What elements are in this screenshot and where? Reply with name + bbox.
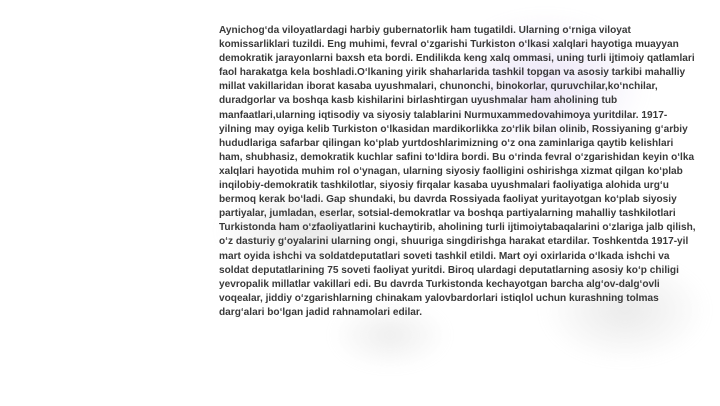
body-paragraph: Aynichog‘da viloyatlardagi harbiy gubernatorlik ham tugatildi. Ularning o‘rniga viloyat komissarliklari tuzildi. Eng muhimi, fevral o‘zgarishi Turkiston o‘lkasi xalqlari hayotiga muayyan demokratik jarayonlarni baxsh eta bordi. Endilikda keng xalq ommasi, uning turli ijtimoiy qatlamlari faol harakatga kela boshladi.O‘lkaning yirik shaharlarida tashkil topgan va asosiy tarkibi mahalliy millat vakillaridan iborat kasaba uyushmalari, chunonchi, binokorlar, quruvchilar,ko‘nchilar, duradgorlar va boshqa kasb kishilarini birlashtirgan uyushmalar ham aholining tub manfaatlari,ularning iqtisodiy va siyosiy talablarini Nurmuxammedovahimoya yuritdilar. 1917-yilning may oyiga kelib Turkiston o‘lkasidan mardikorlikka zo‘rlik bilan olinib, Rossiyaning g‘arbiy hududlariga safarbar qilingan ko‘plab yurtdoshlarimizning o‘z ona zaminlariga qaytib kelishlari ham, shubhasiz, demokratik kuchlar safini to‘ldira bordi. Bu o‘rinda fevral o‘zgarishidan keyin o‘lka xalqlari hayotida muhim rol o‘ynagan, ularning siyosiy faolligini oshirishga xizmat qilgan ko‘plab inqilobiy-demokratik tashkilotlar, siyosiy firqalar kasaba uyushmalari faoliyatiga alohida urg‘u bermoq kerak bo‘ladi. Gap shundaki, bu davrda Rossiyada faoliyat yuritayotgan ko‘plab siyosiy partiyalar, jumladan, eserlar, sotsial-demokratlar va boshqa partiyalarning mahalliy tashkilotlari Turkistonda ham o‘zfaoliyatlarini kuchaytirib, aholining turli ijtimoiytabaqalarini o‘zlariga jalb qilish, o‘z dasturiy g‘oyalarini ularning ongi, shuuriga singdirishga harakat etardilar. Toshkentda 1917-yil mart oyida ishchi va soldatdeputatlari soveti tashkil etildi. Mart oyi oxirlarida o‘lkada ishchi va soldat deputatlarining 75 soveti faoliyat yuritdi. Biroq ulardagi deputatlarning asosiy ko‘p chiligi yevropalik millatlar vakillari edi. Bu davrda Turkistonda kechayotgan barcha alg‘ov-dalg‘ovli voqealar, jiddiy o‘zgarishlarning chinakam yalovbardorlari istiqlol uchun kurashning tolmas darg‘alari bo‘lgan jadid rahnamolari edilar. <box>219 25 696 318</box>
